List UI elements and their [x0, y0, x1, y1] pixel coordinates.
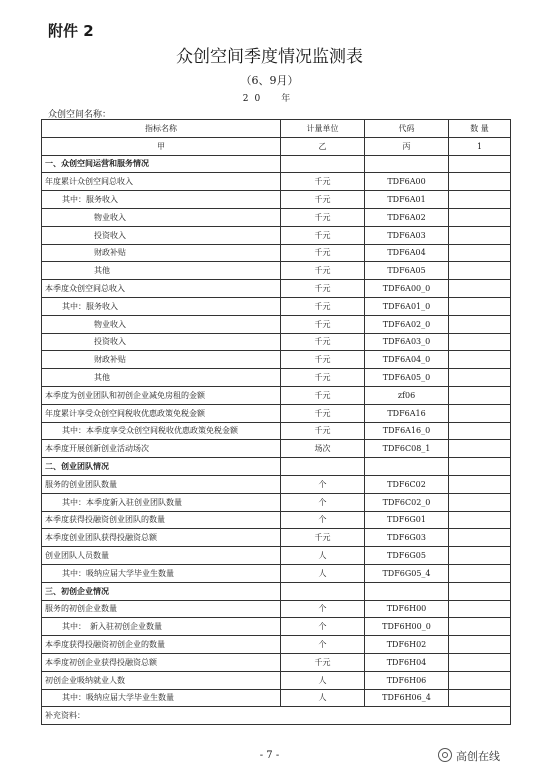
quantity-cell: [449, 618, 511, 636]
code-cell: TDF6A00: [365, 173, 449, 191]
table-row: [42, 262, 511, 280]
indicator-name: 甲: [42, 137, 281, 155]
indicator-name: 本季度获得投融资初创企业的数量: [42, 636, 281, 654]
indicator-name: 其中：吸纳应届大学毕业生数量: [42, 564, 281, 582]
table-row: [42, 244, 511, 262]
code-cell: TDF6H00: [365, 600, 449, 618]
unit-cell: [281, 458, 365, 476]
unit-cell: 人: [281, 564, 365, 582]
quantity-cell: [449, 493, 511, 511]
unit-cell: 千元: [281, 226, 365, 244]
unit-cell: 千元: [281, 173, 365, 191]
indicator-name: 本季度创业团队获得投融资总额: [42, 529, 281, 547]
quantity-cell: [449, 440, 511, 458]
unit-cell: [281, 155, 365, 173]
quantity-cell: 1: [449, 137, 511, 155]
table-section-row: [42, 155, 511, 173]
code-cell: TDF6A01_0: [365, 297, 449, 315]
unit-cell: 乙: [281, 137, 365, 155]
quantity-cell: [449, 636, 511, 654]
quantity-cell: [449, 689, 511, 707]
code-cell: [365, 458, 449, 476]
quantity-cell: [449, 173, 511, 191]
table-row: [42, 653, 511, 671]
code-cell: TDF6G05: [365, 547, 449, 565]
unit-cell: 人: [281, 547, 365, 565]
code-cell: TDF6A03_0: [365, 333, 449, 351]
quantity-cell: 数 量: [449, 120, 511, 138]
unit-cell: 千元: [281, 297, 365, 315]
unit-cell: 个: [281, 511, 365, 529]
indicator-name: 财政补贴: [42, 244, 281, 262]
period-label: （6、9月）: [240, 74, 299, 87]
quantity-cell: [449, 191, 511, 209]
table-row: [42, 422, 511, 440]
indicator-name: 物业收入: [42, 315, 281, 333]
quantity-cell: [449, 351, 511, 369]
unit-cell: 个: [281, 618, 365, 636]
code-cell: TDF6A04_0: [365, 351, 449, 369]
indicator-name: 财政补贴: [42, 351, 281, 369]
indicator-name: 服务的创业团队数量: [42, 475, 281, 493]
quantity-cell: [449, 671, 511, 689]
quantity-cell: [449, 226, 511, 244]
table-section-row: [42, 582, 511, 600]
indicator-name: 指标名称: [42, 120, 281, 138]
quantity-cell: [449, 475, 511, 493]
quantity-cell: [449, 297, 511, 315]
code-cell: TDF6A00_0: [365, 280, 449, 298]
quantity-cell: [449, 208, 511, 226]
unit-name-label: 众创空间名称：: [48, 110, 112, 120]
unit-cell: 个: [281, 493, 365, 511]
indicator-name: 三、初创企业情况: [42, 582, 281, 600]
code-cell: TDF6H04: [365, 653, 449, 671]
code-cell: TDF6A01: [365, 191, 449, 209]
code-cell: 代码: [365, 120, 449, 138]
unit-cell: 千元: [281, 369, 365, 387]
indicator-name: 其中：服务收入: [42, 297, 281, 315]
indicator-name: 初创企业吸纳就业人数: [42, 671, 281, 689]
indicator-name: 其中：吸纳应届大学毕业生数量: [42, 689, 281, 707]
table-row: [42, 404, 511, 422]
code-cell: TDF6A02: [365, 208, 449, 226]
quantity-cell: [449, 386, 511, 404]
code-cell: TDF6A16: [365, 404, 449, 422]
unit-cell: 个: [281, 600, 365, 618]
unit-cell: 千元: [281, 653, 365, 671]
table-row: [42, 386, 511, 404]
indicator-name: 本季度初创企业获得投融资总额: [42, 653, 281, 671]
indicator-name: 投资收入: [42, 226, 281, 244]
code-cell: TDF6H06: [365, 671, 449, 689]
indicator-name: 本季度开展创新创业活动场次: [42, 440, 281, 458]
table-row: [42, 600, 511, 618]
page-number: - 7 -: [259, 750, 280, 761]
indicator-name: 服务的初创企业数量: [42, 600, 281, 618]
table-row: [42, 137, 511, 155]
code-cell: TDF6G01: [365, 511, 449, 529]
indicator-name: 本季度获得投融资创业团队的数量: [42, 511, 281, 529]
indicator-name: 年度累计享受众创空间税收优惠政策免税金额: [42, 404, 281, 422]
table-row: [42, 689, 511, 707]
indicator-name: 创业团队人员数量: [42, 547, 281, 565]
unit-cell: 计量单位: [281, 120, 365, 138]
unit-cell: 千元: [281, 280, 365, 298]
indicator-name: 二、创业团队情况: [42, 458, 281, 476]
code-cell: TDF6G05_4: [365, 564, 449, 582]
code-cell: zf06: [365, 386, 449, 404]
code-cell: TDF6A05: [365, 262, 449, 280]
watermark-text: 高创在线: [456, 750, 500, 763]
table-row: [42, 315, 511, 333]
unit-cell: 个: [281, 636, 365, 654]
quantity-cell: [449, 422, 511, 440]
monitoring-table: [41, 119, 511, 725]
quantity-cell: [449, 529, 511, 547]
unit-cell: 千元: [281, 315, 365, 333]
table-section-row: [42, 458, 511, 476]
quantity-cell: [449, 155, 511, 173]
table-row: [42, 297, 511, 315]
table-row: [42, 475, 511, 493]
quantity-cell: [449, 564, 511, 582]
unit-cell: 人: [281, 689, 365, 707]
code-cell: 丙: [365, 137, 449, 155]
page-title: 众创空间季度情况监测表: [176, 47, 363, 67]
table-row: [42, 173, 511, 191]
code-cell: [365, 155, 449, 173]
indicator-name: 本季度众创空间总收入: [42, 280, 281, 298]
indicator-name: 其中：本季度新入驻创业团队数量: [42, 493, 281, 511]
indicator-name: 其他: [42, 262, 281, 280]
indicator-name: 物业收入: [42, 208, 281, 226]
indicator-name: 其他: [42, 369, 281, 387]
quantity-cell: [449, 547, 511, 565]
quantity-cell: [449, 369, 511, 387]
table-row: [42, 636, 511, 654]
unit-cell: 千元: [281, 386, 365, 404]
unit-cell: 千元: [281, 404, 365, 422]
quantity-cell: [449, 404, 511, 422]
indicator-name: 其中：本季度享受众创空间税收优惠政策免税金额: [42, 422, 281, 440]
table-header-row: [42, 120, 511, 138]
table-row: [42, 511, 511, 529]
year-label: 20 年: [242, 94, 297, 104]
unit-cell: 千元: [281, 191, 365, 209]
code-cell: TDF6G03: [365, 529, 449, 547]
unit-cell: 千元: [281, 244, 365, 262]
attachment-label: 附件 2: [48, 22, 94, 40]
code-cell: TDF6H00_0: [365, 618, 449, 636]
unit-cell: 千元: [281, 262, 365, 280]
code-cell: TDF6A03: [365, 226, 449, 244]
code-cell: TDF6A05_0: [365, 369, 449, 387]
supplementary-row: [42, 707, 511, 725]
table-row: [42, 564, 511, 582]
code-cell: TDF6C02: [365, 475, 449, 493]
indicator-name: 年度累计众创空间总收入: [42, 173, 281, 191]
table-row: [42, 333, 511, 351]
quantity-cell: [449, 262, 511, 280]
table-row: [42, 618, 511, 636]
quantity-cell: [449, 582, 511, 600]
table-row: [42, 351, 511, 369]
table-row: [42, 369, 511, 387]
table-row: [42, 547, 511, 565]
table-row: [42, 280, 511, 298]
table-row: [42, 440, 511, 458]
quantity-cell: [449, 280, 511, 298]
quantity-cell: [449, 653, 511, 671]
indicator-name: 本季度为创业团队和初创企业减免房租的金额: [42, 386, 281, 404]
quantity-cell: [449, 600, 511, 618]
unit-cell: 人: [281, 671, 365, 689]
unit-cell: 千元: [281, 208, 365, 226]
indicator-name: 投资收入: [42, 333, 281, 351]
table-row: [42, 226, 511, 244]
code-cell: TDF6A04: [365, 244, 449, 262]
watermark: [438, 748, 500, 764]
table-row: [42, 671, 511, 689]
table-row: [42, 493, 511, 511]
indicator-name: 其中： 新入驻初创企业数量: [42, 618, 281, 636]
quantity-cell: [449, 511, 511, 529]
code-cell: TDF6A02_0: [365, 315, 449, 333]
code-cell: [365, 582, 449, 600]
table-row: [42, 529, 511, 547]
unit-cell: [281, 582, 365, 600]
quantity-cell: [449, 458, 511, 476]
code-cell: TDF6C02_0: [365, 493, 449, 511]
quantity-cell: [449, 244, 511, 262]
code-cell: TDF6C08_1: [365, 440, 449, 458]
wechat-icon: [438, 748, 452, 762]
unit-cell: 千元: [281, 529, 365, 547]
indicator-name: 其中：服务收入: [42, 191, 281, 209]
code-cell: TDF6A16_0: [365, 422, 449, 440]
unit-cell: 千元: [281, 422, 365, 440]
unit-cell: 场次: [281, 440, 365, 458]
unit-cell: 个: [281, 475, 365, 493]
code-cell: TDF6H06_4: [365, 689, 449, 707]
table-row: [42, 191, 511, 209]
quantity-cell: [449, 315, 511, 333]
code-cell: TDF6H02: [365, 636, 449, 654]
indicator-name: 一、众创空间运营和服务情况: [42, 155, 281, 173]
table-row: [42, 208, 511, 226]
unit-cell: 千元: [281, 333, 365, 351]
quantity-cell: [449, 333, 511, 351]
supplementary-label: 补充资料：: [42, 707, 511, 725]
unit-cell: 千元: [281, 351, 365, 369]
